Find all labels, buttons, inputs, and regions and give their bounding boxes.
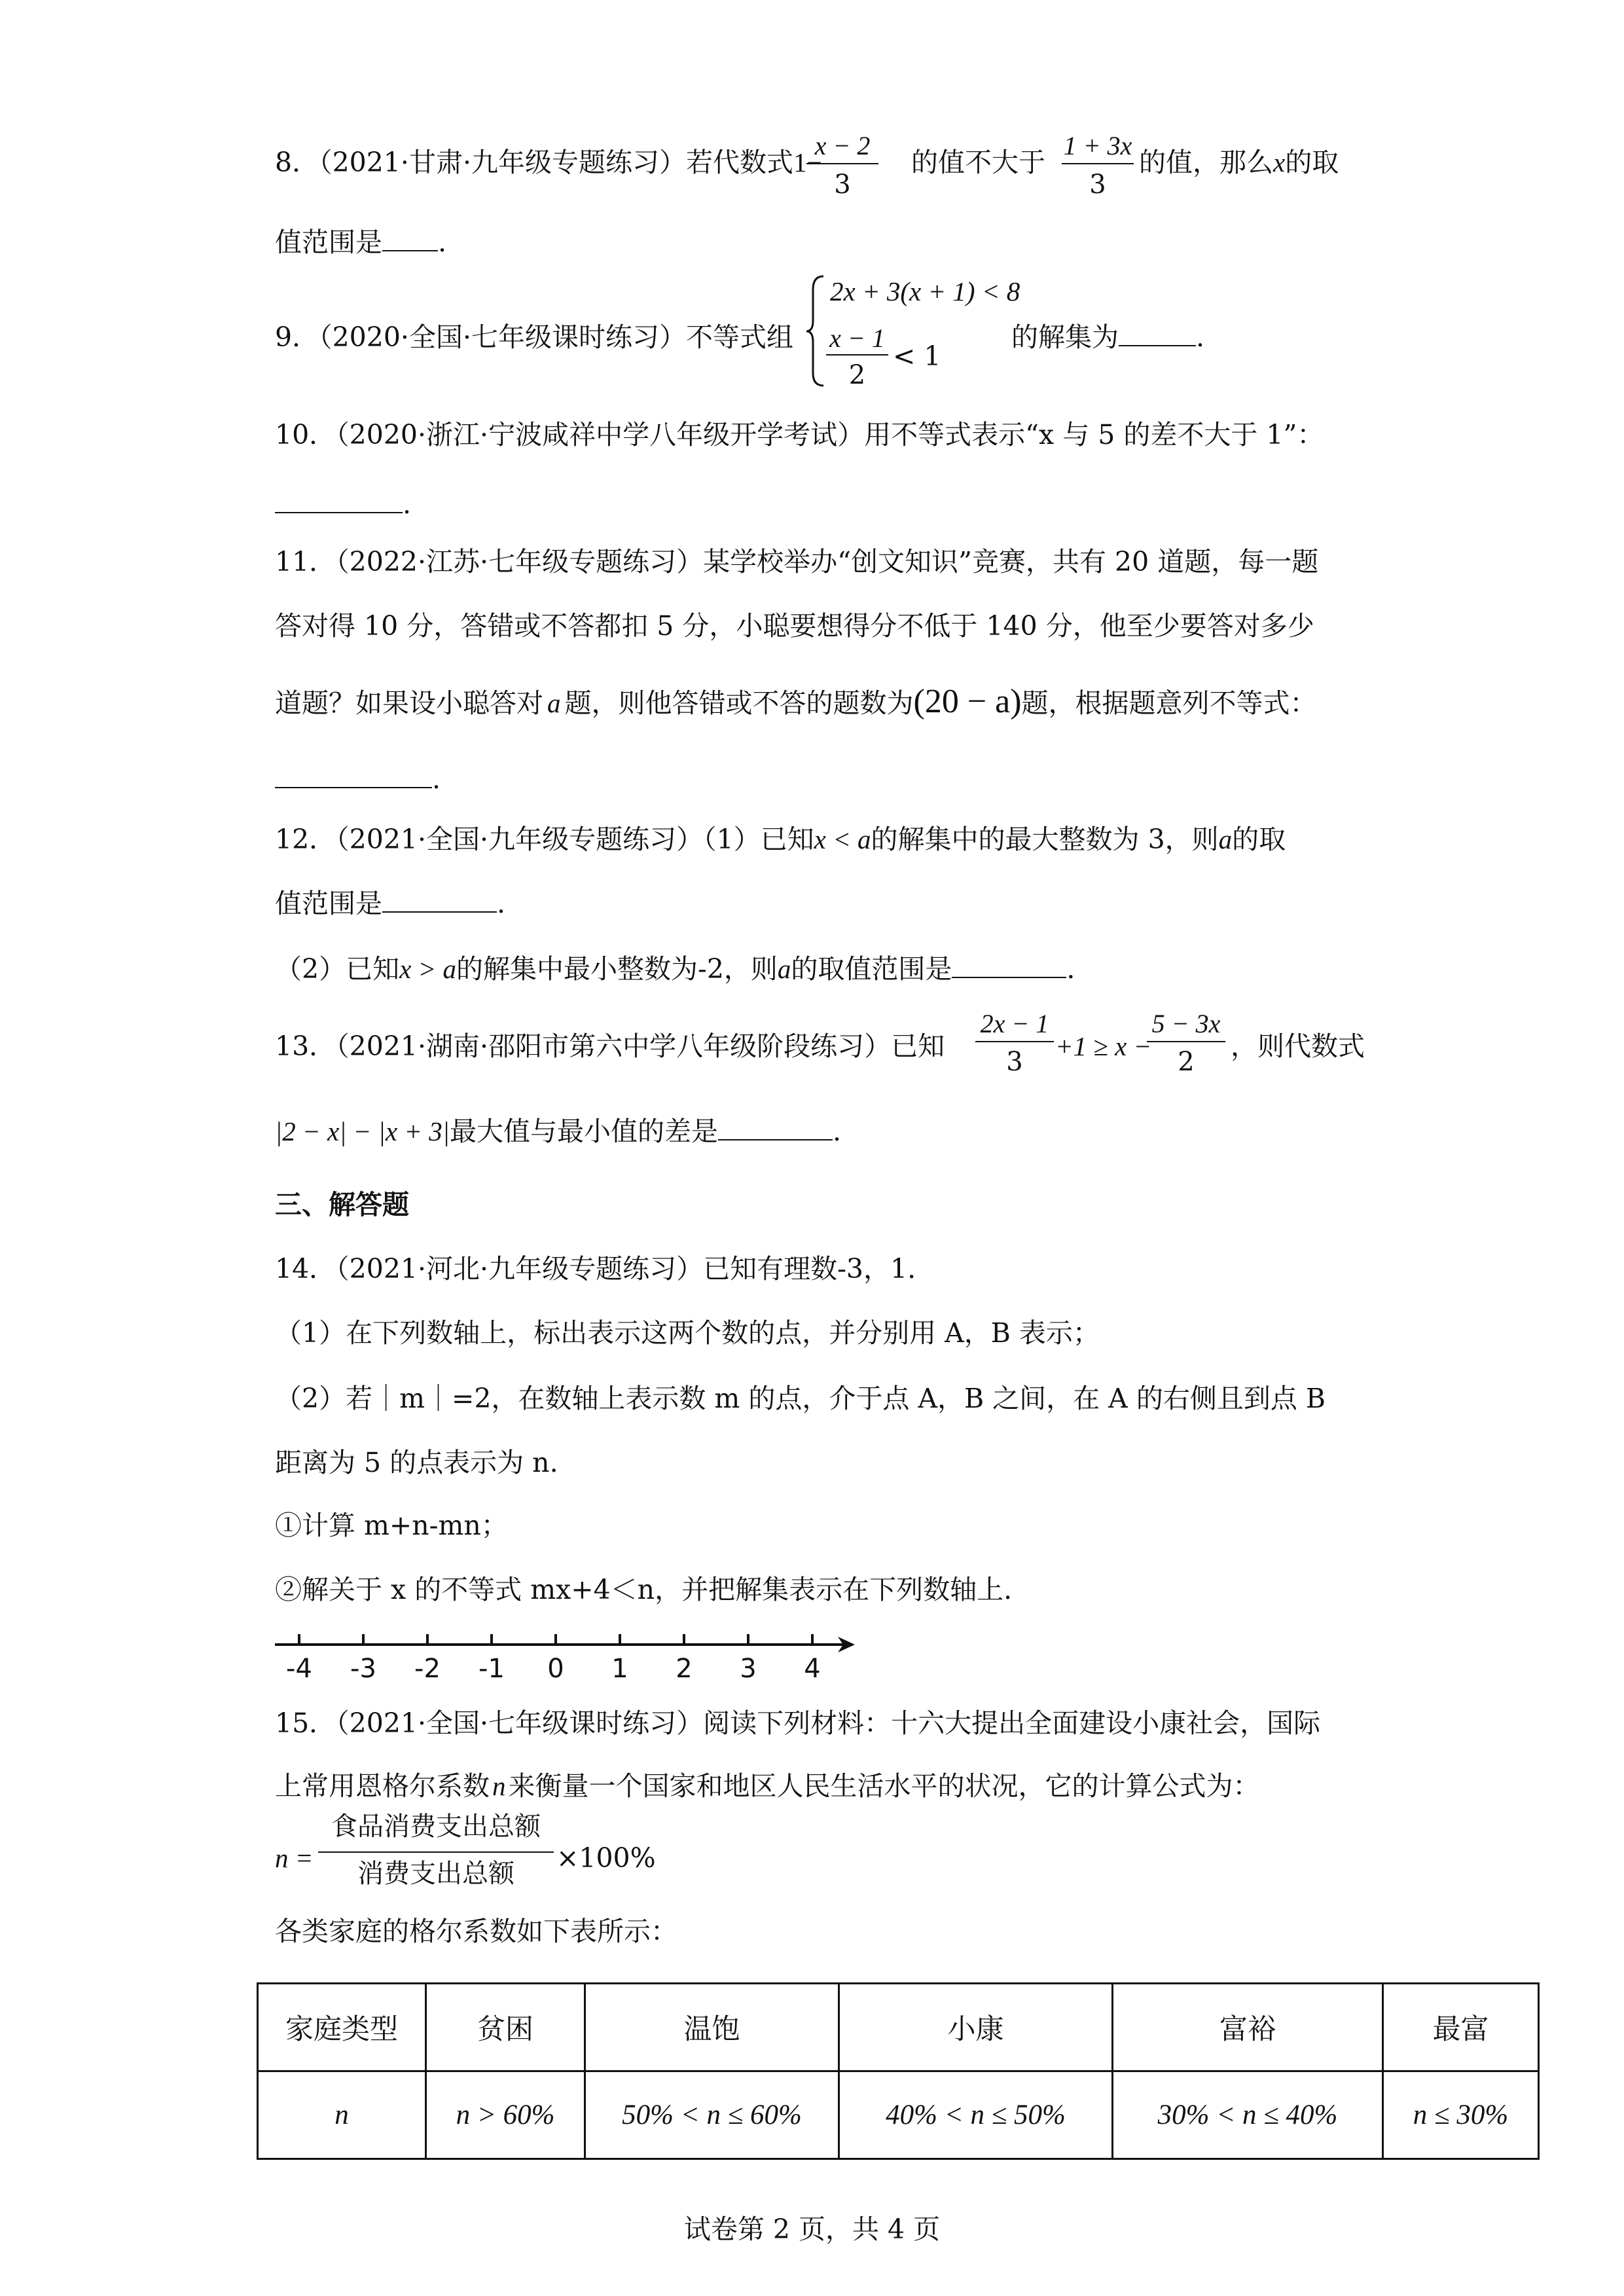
q12-p2b: 的解集中最小整数为-2，则	[456, 953, 778, 985]
table-cell: 40% < n ≤ 50%	[839, 2071, 1113, 2159]
table-row	[258, 2071, 1539, 2159]
q15-formula-lhs: n =	[275, 1843, 314, 1873]
q11-line4	[275, 763, 441, 795]
q13-mid: +1 ≥ x −	[1055, 1031, 1152, 1061]
q10-answer-blank	[275, 492, 403, 513]
q14-part2a: （2）若｜m｜=2，在数轴上表示数 m 的点，介于点 A，B 之间，在 A 的右侧且到点 B	[275, 1383, 1326, 1414]
page-footer: 试卷第 2 页，共 4 页	[683, 2214, 941, 2245]
q13-line1	[275, 1030, 945, 1062]
q15-text-2a: 上常用恩格尔系数	[275, 1770, 490, 1802]
table-cell: n	[258, 2071, 426, 2159]
q10-line	[275, 419, 1324, 450]
q11-text-3b: 题，则他答错或不答的题数为	[564, 687, 914, 719]
q8-text-3a: 的值，那么	[1139, 147, 1273, 178]
q15-text-2b: 来衡量一个国家和地区人民生活水平的状况，它的计算公式为：	[508, 1770, 1260, 1802]
number-line-label: 1	[611, 1654, 628, 1684]
q13-frac2-bar	[1147, 1041, 1225, 1042]
q12-line2	[275, 890, 505, 917]
table-header-row	[258, 1984, 1539, 2071]
q13-frac2-den: 2	[1178, 1047, 1195, 1077]
q14-text-1: 已知有理数-3，1.	[703, 1253, 916, 1285]
q15-line2	[275, 1770, 1260, 1802]
q8-frac2-num: 1 + 3x	[1063, 131, 1132, 160]
q13-frac1-den: 3	[1006, 1047, 1023, 1077]
q13-line2	[275, 1118, 841, 1145]
q12-end-1: .	[497, 888, 506, 919]
q14-number: 14．	[275, 1253, 336, 1285]
number-line	[268, 1630, 857, 1696]
q15-table-intro: 各类家庭的格尔系数如下表所示：	[275, 1916, 677, 1947]
q13-end: .	[832, 1116, 842, 1147]
q9-end: .	[1196, 321, 1205, 353]
q15-text-1: 阅读下列材料：十六大提出全面建设小康社会，国际	[703, 1707, 1321, 1739]
q15-line1	[275, 1707, 1321, 1739]
q14-part2b: 距离为 5 的点表示为 n.	[275, 1447, 558, 1478]
number-line-label: -2	[414, 1654, 441, 1684]
q12-p2-math: x > a	[399, 954, 456, 984]
q12-end-2: .	[1066, 953, 1075, 985]
number-line-label: 4	[804, 1654, 821, 1684]
q15-source: （2021·全国·七年级课时练习）	[336, 1707, 704, 1739]
table-cell: n > 60%	[426, 2071, 585, 2159]
table-header-cell: 家庭类型	[258, 1984, 426, 2071]
q15-formula-num: 食品消费支出总额	[331, 1812, 541, 1842]
q13-source: （2021·湖南·邵阳市第六中学八年级阶段练习）	[336, 1030, 892, 1062]
q11-text-3a: 道题？如果设小聪答对	[275, 687, 543, 719]
q8-text-3	[1139, 149, 1339, 176]
q12-p2c: 的取值范围是	[791, 953, 952, 985]
q11-number: 11．	[275, 546, 336, 577]
q15-formula-bar	[318, 1851, 554, 1853]
q9-lt1: < 1	[893, 340, 941, 372]
engel-table	[257, 1982, 1540, 2160]
q8-line2	[275, 229, 446, 256]
table-cell: n ≤ 30%	[1383, 2071, 1539, 2159]
q10-number: 10．	[275, 419, 336, 450]
q13-text-1: 已知	[891, 1030, 945, 1062]
q11-paren-expr: (20 − a)	[913, 683, 1022, 720]
q8-variable: x	[1273, 147, 1286, 177]
q9-tail	[1011, 321, 1205, 353]
q8-frac2-bar	[1062, 163, 1134, 164]
q12-p1b: 的解集中的最大整数为 3，则	[871, 824, 1219, 855]
q12-line3	[275, 953, 1075, 985]
q12-p1d: 值范围是	[275, 888, 382, 919]
q8-answer-blank	[382, 230, 438, 251]
q13-text-2: ，则代数式	[1231, 1030, 1365, 1062]
q8-frac1-bar	[806, 163, 878, 164]
q12-answer-blank-2	[952, 957, 1066, 978]
q9-line	[275, 321, 793, 353]
q8-text-1: 若代数式	[686, 147, 793, 178]
q12-line1	[275, 826, 1286, 853]
q12-p1c: 的取	[1232, 824, 1286, 855]
q8-frac1-den: 3	[834, 170, 851, 200]
table-cell: 50% < n ≤ 60%	[585, 2071, 839, 2159]
q13-frac1-num: 2x − 1	[980, 1009, 1049, 1038]
q10-source: （2020·浙江·宁波咸祥中学八年级开学考试）	[336, 419, 865, 450]
number-line-label: -4	[286, 1654, 312, 1684]
table-header-cell: 温饱	[585, 1984, 839, 2071]
q8-text-4: 的取	[1285, 147, 1339, 178]
q9-text-1: 不等式组	[686, 321, 793, 353]
q9-number: 9．	[275, 321, 319, 353]
q9-text-2: 的解集为	[1011, 321, 1119, 353]
q11-variable: a	[547, 688, 561, 718]
q8-line2-text: 值范围是	[275, 227, 382, 258]
q8-text-2: 的值不大于	[911, 147, 1045, 178]
q9-frac-bar	[826, 354, 888, 355]
q12-p2a: （2）已知	[275, 953, 400, 985]
q11-text-3c: 题，根据题意列不等式：	[1021, 687, 1317, 719]
q13-frac1-bar	[975, 1041, 1054, 1042]
q9-frac-num: x − 1	[829, 323, 885, 353]
q14-part1: （1）在下列数轴上，标出表示这两个数的点，并分别用 A，B 表示；	[275, 1317, 1100, 1349]
q11-text-1: 某学校举办“创文知识”竞赛，共有 20 道题，每一题	[703, 546, 1319, 577]
q12-answer-blank-1	[382, 892, 497, 913]
q8-end: .	[438, 227, 447, 258]
q12-source: （2021·全国·九年级专题练习）	[336, 824, 704, 855]
q13-number: 13．	[275, 1030, 336, 1062]
q13-text-3: 最大值与最小值的差是	[449, 1116, 718, 1147]
table-header-cell: 小康	[839, 1984, 1113, 2071]
number-line-label: -1	[478, 1654, 505, 1684]
q9-answer-blank	[1119, 325, 1196, 346]
q11-line3	[275, 685, 1317, 719]
q13-abs-expr: |2 − x| − |x + 3|	[275, 1116, 450, 1146]
number-line-label: 2	[676, 1654, 693, 1684]
q12-variable-1: a	[1218, 824, 1233, 854]
q12-variable-2: a	[777, 954, 791, 984]
q12-p1a: （1）已知	[703, 824, 814, 855]
table-header-cell: 贫困	[426, 1984, 585, 2071]
q9-source: （2020·全国·七年级课时练习）	[319, 321, 686, 353]
q10-end: .	[403, 488, 412, 520]
q10-line2	[275, 488, 412, 520]
table-header-cell: 富裕	[1113, 1984, 1383, 2071]
q9-frac-den: 2	[848, 360, 866, 390]
q10-text: 用不等式表示“x 与 5 的差不大于 1”：	[864, 419, 1324, 450]
q15-formula-tail: ×100%	[556, 1842, 656, 1874]
number-line-label: -3	[350, 1654, 376, 1684]
q14-sub2: ②解关于 x 的不等式 mx+4＜n，并把解集表示在下列数轴上.	[275, 1574, 1013, 1605]
q12-p1-math: x < a	[814, 824, 871, 854]
table-header-cell: 最富	[1383, 1984, 1539, 2071]
table-cell: 30% < n ≤ 40%	[1113, 2071, 1383, 2159]
section-heading-answers: 三、解答题	[275, 1189, 409, 1220]
q13-answer-blank	[718, 1120, 833, 1140]
q8-frac2-den: 3	[1089, 170, 1106, 200]
q8-line1	[275, 149, 822, 176]
q8-frac1-num: x − 2	[814, 131, 871, 160]
q15-variable: n	[492, 1771, 506, 1801]
q15-number: 15．	[275, 1707, 336, 1739]
q11-answer-blank	[275, 767, 432, 788]
q14-sub1: ①计算 m+n-mn；	[275, 1510, 508, 1541]
q11-line2: 答对得 10 分，答错或不答都扣 5 分，小聪要想得分不低于 140 分，他至少要答对多少	[275, 610, 1314, 642]
q14-source: （2021·河北·九年级专题练习）	[336, 1253, 704, 1285]
q13-frac2-num: 5 − 3x	[1151, 1009, 1221, 1038]
q9-eq1: 2x + 3(x + 1) < 8	[830, 276, 1020, 306]
number-line-label: 3	[740, 1654, 757, 1684]
q8-source: （2021·甘肃·九年级专题练习）	[319, 147, 686, 178]
q11-source: （2022·江苏·七年级专题练习）	[336, 546, 704, 577]
q12-number: 12．	[275, 824, 336, 855]
q8-one: 1−	[793, 147, 822, 177]
q11-line1	[275, 546, 1319, 577]
q14-line1	[275, 1253, 916, 1285]
q15-formula-den: 消费支出总额	[357, 1859, 514, 1889]
q11-end: .	[432, 763, 441, 795]
number-line-label: 0	[547, 1654, 564, 1684]
q8-number: 8．	[275, 147, 319, 178]
